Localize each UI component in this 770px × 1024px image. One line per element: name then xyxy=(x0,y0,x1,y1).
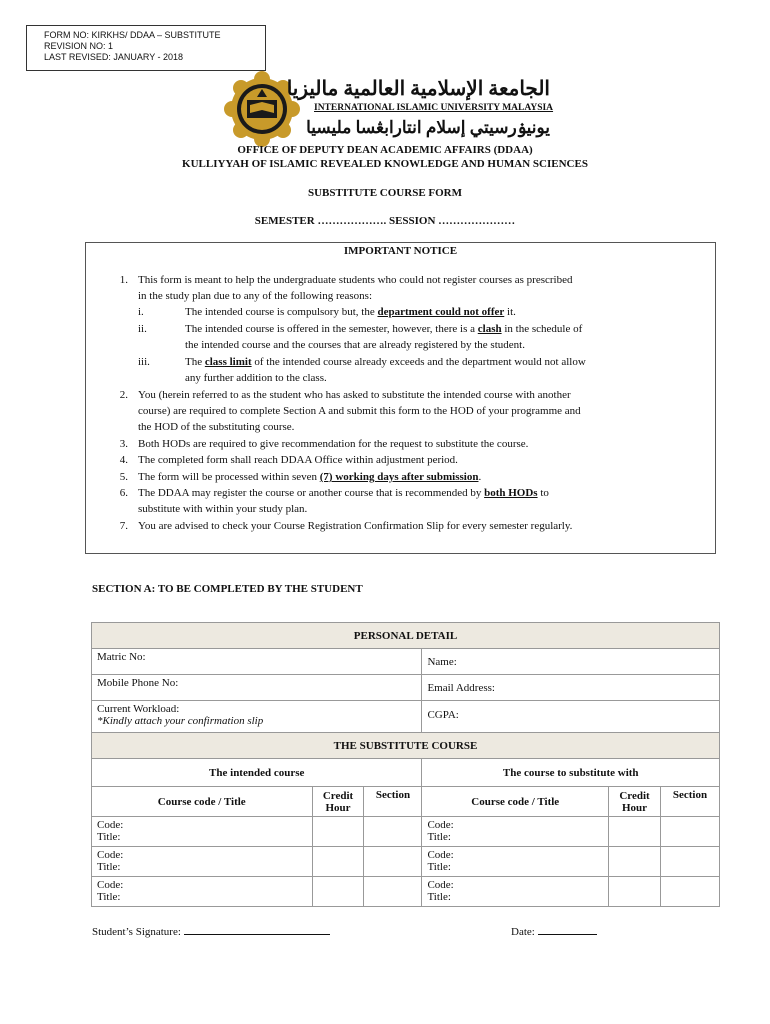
substitute-course-header: THE SUBSTITUTE COURSE xyxy=(92,733,720,759)
substitute-course-cell[interactable]: Code: Title: xyxy=(422,877,609,907)
semester-session-line: SEMESTER ………………. SESSION ………………… xyxy=(254,215,516,227)
arabic-university-name: الجامعة الإسلامية العالمية ماليزيا xyxy=(286,78,550,100)
last-revised: LAST REVISED: JANUARY - 2018 xyxy=(44,52,184,62)
form-title: SUBSTITUTE COURSE FORM xyxy=(307,187,463,199)
substitute-with-header: The course to substitute with xyxy=(422,759,720,787)
intended-course-cell[interactable]: Code: Title: xyxy=(92,817,313,847)
intended-credit-cell[interactable] xyxy=(312,847,364,877)
intended-course-header: The intended course xyxy=(92,759,422,787)
intended-credit-cell[interactable] xyxy=(312,817,364,847)
section-a-heading: SECTION A: TO BE COMPLETED BY THE STUDENT xyxy=(92,583,363,595)
student-signature xyxy=(92,926,330,938)
email-field[interactable]: Email Address: xyxy=(422,675,720,701)
substitute-credit-cell[interactable] xyxy=(609,847,661,877)
revision-number: REVISION NO: 1 xyxy=(44,41,114,51)
substitute-credit-hour-header: Credit Hour xyxy=(609,787,661,817)
intended-credit-cell[interactable] xyxy=(312,877,364,907)
substitute-credit-cell[interactable] xyxy=(609,817,661,847)
jawi-university-name: يونيۏرسيتي إسلام انتارابڠسا مليسيا xyxy=(306,118,550,137)
date-label: Date: xyxy=(511,926,535,938)
intended-section-header: Section xyxy=(364,787,422,817)
name-field[interactable]: Name: xyxy=(422,649,720,675)
intended-section-cell[interactable] xyxy=(364,877,422,907)
substitute-code-title-header: Course code / Title xyxy=(422,787,609,817)
english-university-name: INTERNATIONAL ISLAMIC UNIVERSITY MALAYSIA xyxy=(314,103,554,113)
current-workload-label: Current Workload: xyxy=(97,703,180,715)
substitute-section-cell[interactable] xyxy=(661,877,720,907)
form-number: FORM NO: KIRKHS/ DDAA – SUBSTITUTE xyxy=(44,30,221,40)
university-logo xyxy=(222,76,552,142)
intended-section-cell[interactable] xyxy=(364,847,422,877)
date-block xyxy=(511,926,597,938)
intended-section-cell[interactable] xyxy=(364,817,422,847)
date-line[interactable] xyxy=(538,926,597,935)
form-info-box xyxy=(26,25,266,71)
signature-label: Student’s Signature: xyxy=(92,926,181,938)
substitute-section-cell[interactable] xyxy=(661,817,720,847)
matric-no-field[interactable]: Matric No: xyxy=(92,649,422,675)
student-form-table xyxy=(91,622,720,907)
substitute-section-cell[interactable] xyxy=(661,847,720,877)
intended-code-title-header: Course code / Title xyxy=(92,787,313,817)
course-row xyxy=(92,847,720,877)
important-notice-box: IMPORTANT NOTICE 1. This form is meant to help the undergraduate students who could not register courses as prescribed in the study plan due to any of the following reasons: i. The intended course is compulsory but, the department could not offer it. ii. The intended course is offered in the semester, however, there is a clash in the schedule of the intended course and the courses that are already registered by the student. iii. The class limit of the intended course already exceeds and the department would not allow any further addition to the class. 2. You (herein referred to as the student who has asked to substitute the intended course with another course) are required to complete Section A and submit this form to the HOD of your programme and the HOD of the substituting course. 3. Both HODs are required to give recommendation for the request to substitute the course. 4. The completed form shall reach DDAA Office within adjustment period. 5. The form will be processed within seven (7) working days after submission. 6. The DDAA may register the course or another course that is recommended by both HODs to substitute with within your study plan. 7. You are advised to check your Course Registration Confirmation Slip for every semester regularly. xyxy=(85,242,716,554)
course-row xyxy=(92,817,720,847)
intended-credit-hour-header: Credit Hour xyxy=(312,787,364,817)
substitute-course-cell[interactable]: Code: Title: xyxy=(422,817,609,847)
personal-detail-header: PERSONAL DETAIL xyxy=(92,623,720,649)
mobile-phone-field[interactable]: Mobile Phone No: xyxy=(92,675,422,701)
notice-title: IMPORTANT NOTICE xyxy=(343,245,458,257)
current-workload-field[interactable] xyxy=(92,701,422,733)
cgpa-field[interactable]: CGPA: xyxy=(422,701,720,733)
office-name: OFFICE OF DEPUTY DEAN ACADEMIC AFFAIRS (DDAA) xyxy=(237,144,533,156)
workload-note: *Kindly attach your confirmation slip xyxy=(97,715,264,727)
substitute-credit-cell[interactable] xyxy=(609,877,661,907)
intended-course-cell[interactable]: Code: Title: xyxy=(92,877,313,907)
course-row xyxy=(92,877,720,907)
signature-line[interactable] xyxy=(184,926,330,935)
substitute-section-header: Section xyxy=(661,787,720,817)
kulliyyah-name: KULLIYYAH OF ISLAMIC REVEALED KNOWLEDGE AND HUMAN SCIENCES xyxy=(182,158,588,170)
substitute-course-cell[interactable]: Code: Title: xyxy=(422,847,609,877)
intended-course-cell[interactable]: Code: Title: xyxy=(92,847,313,877)
